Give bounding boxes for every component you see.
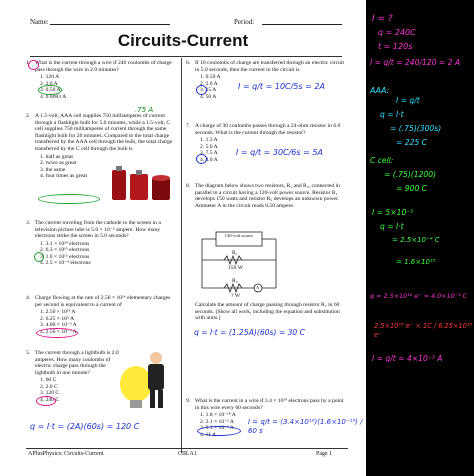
r1-power: 150 W [228, 265, 243, 271]
option: 4. four times as great [40, 173, 88, 180]
question-number: 7. [186, 123, 191, 129]
answer-circle [34, 252, 44, 262]
answer-circle [36, 396, 56, 406]
option: 2. 2.0 C [40, 383, 58, 390]
side-note: t = 120s [378, 42, 413, 51]
circuit-diagram [196, 230, 282, 294]
question-3 [26, 220, 176, 267]
side-note: = (.75)(300s) [390, 124, 442, 133]
column-divider [181, 58, 182, 453]
question-number: 1. [26, 60, 31, 66]
question-stem: A 1.5-volt, AAA cell supplies 750 milliamperes of current through a flashlight bulb for 5.0 minutes, while a 1.5-volt, C cell supplies 750 milliamperes of current through the same flashlight bulb for 20 minutes. Compared to the total charge transferred by the AAA cell through the bulb, the total charge transferred by the C cell through the bulb is [35, 113, 173, 152]
option: 1. 0.50 A [200, 74, 221, 81]
batteries-illustration [108, 160, 174, 204]
option: 1. 60 C [40, 377, 57, 384]
side-note: = 2.5×10⁻⁴ C [392, 236, 440, 244]
name-field-line [50, 18, 170, 25]
question-number: 9. [186, 398, 191, 404]
side-note: q = I·t [380, 222, 404, 231]
option: 4. 0.0083 A [40, 93, 67, 100]
question-6 [186, 60, 346, 100]
option: 2. 2.0 A [40, 80, 58, 87]
option: 4. 11 A [200, 431, 217, 438]
answer-circle [196, 85, 207, 95]
footer-left: APlusPhysics: Circuits-Current [28, 451, 104, 457]
handwritten-work: I = q/t = 10C/5s = 2A [238, 82, 325, 91]
option: 4. 50 A [200, 93, 217, 100]
handwritten-margin [366, 0, 474, 476]
option: 3. 1.6 × 10¹⁵ electrons [40, 253, 90, 260]
option: 2. twice as great [40, 160, 77, 167]
answer-circle [28, 60, 39, 70]
handwritten-work: q = I·t = (1.25A)(60s) = 30 C [194, 328, 305, 337]
question-number: 6. [186, 60, 191, 66]
side-note: I = ? [372, 14, 393, 24]
side-note: q = I·t [380, 110, 404, 119]
option: 1. 2.50 × 10¹³ A [40, 309, 76, 316]
option: 4. 4.0 A [200, 156, 218, 163]
r1-label: R₁ [232, 250, 238, 256]
option: 1. half as great [40, 153, 73, 160]
answer-circle [38, 194, 100, 204]
option: 1. 1.3 A [200, 137, 218, 144]
side-note: C cell: [370, 156, 394, 165]
option: 3. 4.00 × 10⁻³ A [40, 322, 77, 329]
period-field-line [262, 18, 342, 25]
option: 1. 120 A [40, 74, 60, 81]
side-note: q = 2.5×10¹⁶ e⁻ = 4.0×10⁻³ C [370, 292, 468, 300]
footer-right: Page 1 [316, 451, 333, 457]
side-note: I = 5×10⁻⁵ [372, 208, 414, 217]
question-stem: A charge of 30 coulombs passes through a 24-ohm resistor in 6.0 seconds. What is the current through the resistor? [195, 123, 341, 136]
question-stem: Calculate the amount of charge passing through resistor R₁ in 60 seconds. [Show all work, including the equation and substitution with units.] [195, 302, 340, 322]
answer-circle [196, 154, 207, 164]
question-8-part [195, 302, 347, 322]
question-stem: Charge flowing at the rate of 2.50 × 10¹⁶ elementary charges per second is equivalent to a current of [35, 295, 171, 308]
option: 3. 120 C [40, 390, 60, 397]
answer-options [40, 154, 95, 180]
answer-circle [36, 328, 78, 338]
option: 3. 9.1 × 10⁻² A [200, 425, 234, 432]
side-note: = 900 C [396, 184, 427, 193]
question-5 [26, 350, 126, 403]
option: 4. 2.50 × 10⁻³ A [40, 328, 77, 335]
answer-circle [197, 426, 241, 436]
handwritten-note: .75 A [135, 106, 154, 114]
side-note: I = q/t = 4×10⁻³ A [372, 354, 443, 363]
question-stem: The diagram below shows two resistors, R₁ and R₂, connected in parallel in a circuit having a 120-volt power source. Resistor R₁ develops 150 watts and resistor R₂ develops an unknown power. Ammeter A in the circuit reads 0.50 ampere. [195, 183, 340, 209]
side-note: 2.5×10¹⁶ e⁻ × 1C / 6.25×10¹⁸ e⁻ [374, 322, 473, 339]
page-title: Circuits-Current [117, 31, 249, 50]
option: 2. 2.0 A [200, 80, 218, 87]
r2-label: R₂ [232, 278, 238, 284]
option: 4. 240 C [40, 396, 60, 403]
footer-rule [26, 448, 348, 449]
answer-circle [38, 85, 62, 95]
source-label: 120-volt source [224, 233, 254, 238]
footer-center: CIR.A1 [178, 451, 197, 457]
title-rule [30, 56, 342, 57]
option: 1. 3.1 × 10²⁴ electrons [40, 240, 90, 247]
question-number: 4. [26, 295, 31, 301]
question-stem: The current traveling from the cathode to the screen in a television picture tube is 5.0 × 10⁻⁵ ampere. How many electrons strike the screen in 5.0 seconds? [35, 220, 161, 240]
question-number: 2. [26, 113, 31, 119]
question-stem: The current through a lightbulb is 2.0 amperes. How many coulombs of electric charge pass through the lightbulb in one minute? [35, 350, 119, 376]
handwritten-work: I = q/t = 30C/6s = 5A [236, 148, 323, 157]
option: 3. 7.5 A [200, 150, 218, 157]
option: 2. 5.0 A [200, 143, 218, 150]
option: 3. the same [40, 166, 66, 173]
handwritten-work: I = q/t = (3.4×10¹⁹)(1.6×10⁻¹⁹) / 60 s [248, 418, 363, 435]
option: 1. 1.8 × 10⁻¹⁸ A [200, 412, 236, 419]
lightbulb-illustration [118, 344, 176, 414]
side-note: = 225 C [396, 138, 427, 147]
option: 3. 15 A [200, 87, 217, 94]
ammeter-label: A [256, 285, 260, 290]
option: 4. 2.5 × 10⁻⁴ electrons [40, 260, 91, 267]
r2-power: ? W [231, 293, 241, 299]
question-stem: What is the current in a wire if 3.4 × 10¹⁹ electrons pass by a point in this wire every 60 seconds? [195, 398, 344, 411]
option: 2. 3.1 × 10⁻² A [200, 418, 234, 425]
question-8 [186, 183, 346, 209]
name-label: Name: [30, 18, 49, 26]
side-note: AAA: [370, 86, 390, 95]
question-stem: If 10 coulombs of charge are transferred through an electric circuit in 5.0 seconds, then the current in the circuit is [195, 60, 344, 73]
side-note: = 1.6×10¹⁵ [396, 258, 436, 266]
handwritten-work: q = I·t = (2A)(60s) = 120 C [30, 422, 140, 431]
question-7 [186, 123, 346, 163]
side-note: I = q/t = 240/120 = 2 A [370, 58, 461, 67]
option: 2. 6.25 × 10⁵ A [40, 315, 75, 322]
side-note: I = q/t [396, 96, 420, 105]
side-note: q = 240C [378, 28, 416, 37]
question-number: 8. [186, 183, 191, 189]
answer-options [40, 241, 176, 267]
option: 2. 6.3 × 10¹⁵ electrons [40, 247, 90, 254]
question-number: 5. [26, 350, 31, 356]
option: 3. 0.50 A [40, 87, 61, 94]
question-stem: What is the current through a wire if 240 coulombs of charge pass through the wire in 2.0 minutes? [35, 60, 172, 73]
side-note: = (.75)(1200) [384, 170, 437, 179]
period-label: Period: [234, 18, 255, 26]
question-number: 3. [26, 220, 31, 226]
